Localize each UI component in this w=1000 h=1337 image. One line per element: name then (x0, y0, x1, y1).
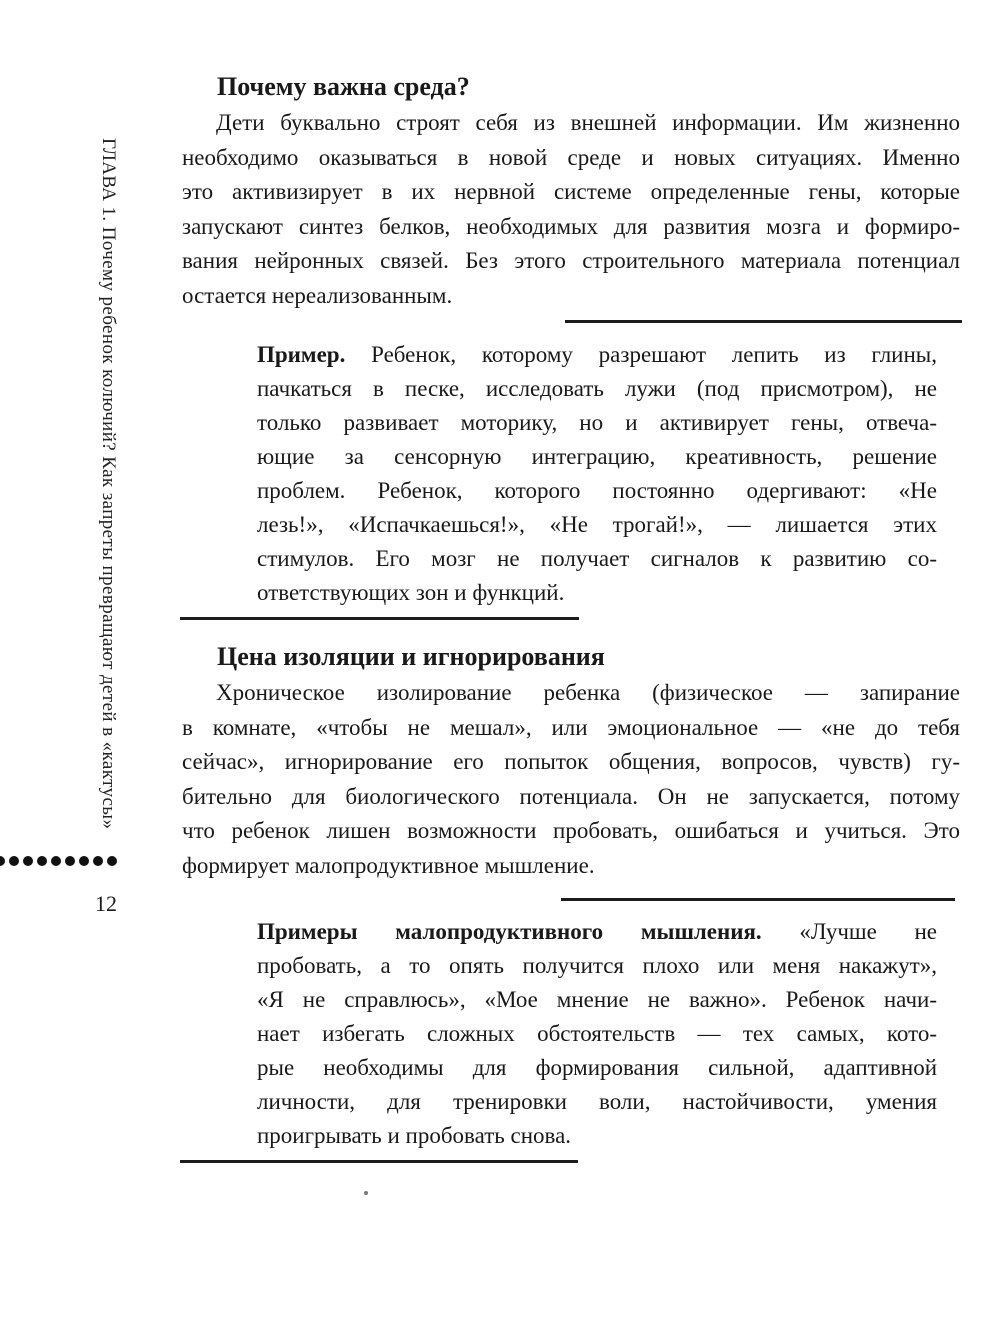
text-line: лезь!», «Испачкаешься!», «Не трогай!», — лишается этих (257, 512, 937, 537)
page-number: 12 (95, 891, 117, 916)
text-line: остается нереализованным. (182, 282, 453, 308)
dot-icon (0, 856, 5, 866)
example1-top-rule (565, 320, 962, 323)
dot-icon (107, 856, 117, 866)
text-line: Дети буквально строят себя из внешней информации. Им жизненно (216, 110, 960, 135)
chapter-spine-label: ГЛАВА 1. Почему ребенок колючий? Как запреты превращают детей в «кактусы» (98, 138, 119, 830)
dot-icon (37, 856, 47, 866)
text-line: запускают синтез белков, необходимых для развития мозга и формиро- (182, 213, 960, 239)
text-line: Пример. Ребенок, которому разрешают лепить из глины, (257, 342, 937, 367)
text-line: бительно для биологического потенциала. Он не запускается, потому (182, 783, 960, 809)
example1-bottom-rule (180, 617, 579, 620)
text-line: вания нейронных связей. Без этого строительного материала потенциал (182, 248, 960, 273)
text-line: «Я не справлюсь», «Мое мнение не важно». Ребенок начи- (257, 987, 937, 1012)
example2-top-rule (561, 898, 955, 901)
scan-speck-dot (364, 1191, 368, 1195)
example2-bottom-rule (180, 1160, 578, 1163)
example-block-thinking (257, 915, 937, 1153)
example-block-clay (257, 338, 937, 610)
text-line: нает избегать сложных обстоятельств — тех самых, кото- (257, 1021, 937, 1046)
section-heading-environment: Почему важна среда? (217, 72, 470, 101)
paragraph-isolation (182, 676, 960, 883)
text-line: в комнате, «чтобы не мешал», или эмоциональное — «не до тебя (182, 714, 960, 740)
text-line: что ребенок лишен возможности пробовать, ошибаться и учиться. Это (182, 818, 960, 843)
text-line: это активизирует в их нервной системе определенные гены, которые (182, 179, 960, 204)
example-lead-label: Пример. (257, 342, 346, 367)
text-line: формирует малопродуктивное мышление. (182, 852, 595, 878)
text-line: Примеры малопродуктивного мышления. «Лучше не (257, 919, 938, 944)
dot-icon (9, 856, 19, 866)
dot-icon (51, 856, 61, 866)
text-line: пачкаться в песке, исследовать лужи (под присмотром), не (257, 376, 937, 401)
text-line: Хроническое изолирование ребенка (физическое — запирание (216, 680, 960, 705)
dot-icon (93, 856, 103, 866)
paragraph-environment (182, 106, 960, 313)
text-line: личности, для тренировки воли, настойчивости, умения (257, 1089, 937, 1114)
dot-icon (79, 856, 89, 866)
section-heading-isolation: Цена изоляции и игнорирования (217, 642, 605, 671)
text-line: пробовать, а то опять получится плохо или меня накажут», (257, 953, 937, 978)
text-line: стимулов. Его мозг не получает сигналов к развитию со- (257, 546, 937, 571)
dots-decoration (0, 852, 121, 870)
text-line: ющие за сенсорную интеграцию, креативность, решение (257, 444, 937, 469)
dot-icon (65, 856, 75, 866)
text-line: ответствующих зон и функций. (257, 580, 565, 605)
dot-icon (23, 856, 33, 866)
text-line: необходимо оказываться в новой среде и новых ситуациях. Именно (182, 144, 960, 170)
text-line: рые необходимы для формирования сильной, адаптивной (257, 1055, 937, 1080)
example-lead-label: Примеры малопродуктивного мышления. (257, 919, 762, 944)
text-line: сейчас», игнорирование его попыток общения, вопросов, чувств) гу- (182, 749, 960, 774)
text-line: проблем. Ребенок, которого постоянно одергивают: «Не (257, 478, 937, 503)
text-line: проигрывать и пробовать снова. (257, 1123, 572, 1148)
text-line: только развивает моторику, но и активирует гены, отвеча- (257, 410, 937, 435)
